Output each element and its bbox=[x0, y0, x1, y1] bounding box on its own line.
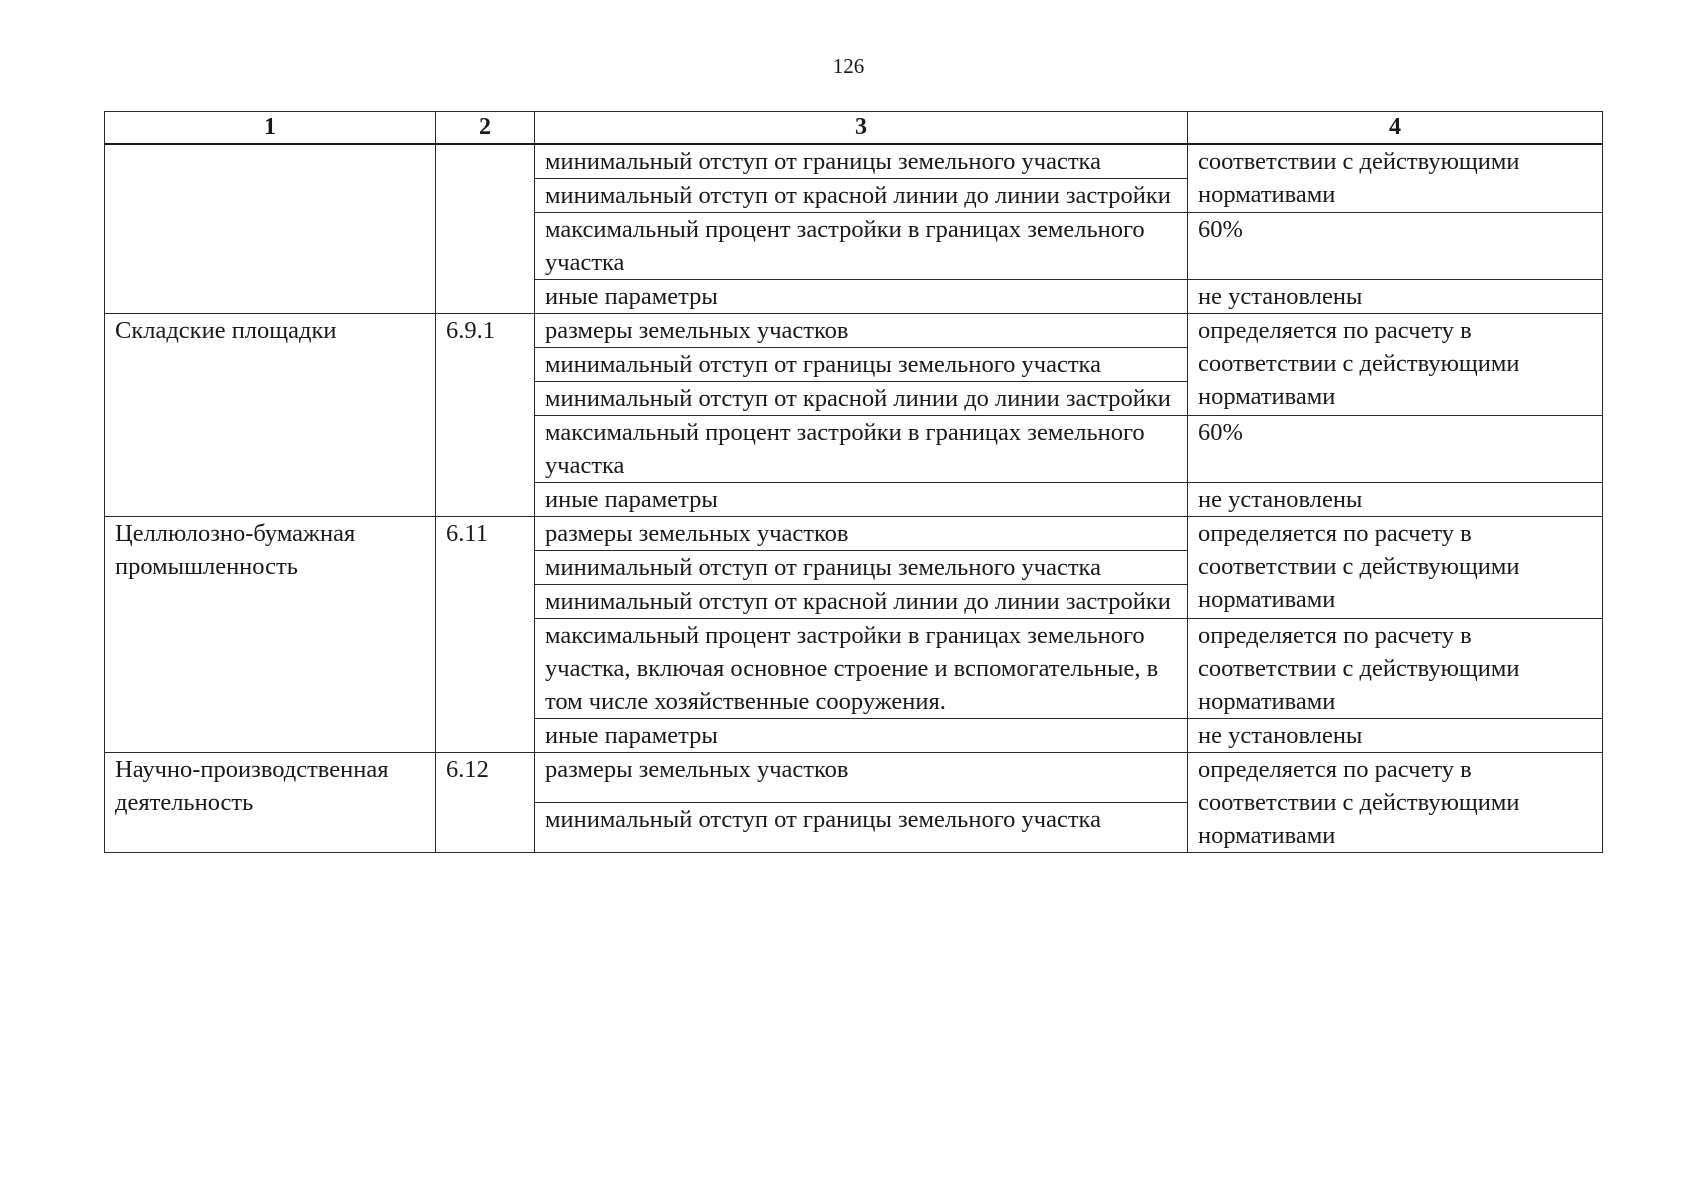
table-row bbox=[105, 144, 1603, 179]
value-cell: не установлены bbox=[1188, 483, 1603, 517]
param-cell: минимальный отступ от границы земельного участка bbox=[535, 348, 1188, 382]
param-cell: минимальный отступ от красной линии до линии застройки bbox=[535, 382, 1188, 416]
header-row bbox=[105, 112, 1603, 145]
header-col-1: 1 bbox=[105, 112, 436, 145]
param-cell: иные параметры bbox=[535, 280, 1188, 314]
param-cell: размеры земельных участков bbox=[535, 753, 1188, 803]
use-code-cell bbox=[436, 144, 535, 314]
value-cell: не установлены bbox=[1188, 280, 1603, 314]
use-code-cell: 6.9.1 bbox=[436, 314, 535, 517]
param-cell: размеры земельных участков bbox=[535, 517, 1188, 551]
param-cell: иные параметры bbox=[535, 719, 1188, 753]
use-code-cell: 6.11 bbox=[436, 517, 535, 753]
param-cell: минимальный отступ от границы земельного участка bbox=[535, 803, 1188, 853]
regulations-table bbox=[104, 111, 1603, 853]
header-col-4: 4 bbox=[1188, 112, 1603, 145]
value-cell: не установлены bbox=[1188, 719, 1603, 753]
table-row bbox=[105, 753, 1603, 803]
value-cell: определяется по расчету в соответствии с действующими нормативами bbox=[1188, 517, 1603, 619]
value-cell: 60% bbox=[1188, 416, 1603, 483]
table-row bbox=[105, 517, 1603, 551]
header-col-2: 2 bbox=[436, 112, 535, 145]
param-cell: минимальный отступ от красной линии до линии застройки bbox=[535, 179, 1188, 213]
param-cell: минимальный отступ от красной линии до линии застройки bbox=[535, 585, 1188, 619]
value-cell: определяется по расчету в соответствии с действующими нормативами bbox=[1188, 314, 1603, 416]
use-name-cell bbox=[105, 144, 436, 314]
value-cell: определяется по расчету в соответствии с действующими нормативами bbox=[1188, 619, 1603, 719]
table-row bbox=[105, 314, 1603, 348]
param-cell: иные параметры bbox=[535, 483, 1188, 517]
param-cell: максимальный процент застройки в границах земельного участка bbox=[535, 213, 1188, 280]
param-cell: минимальный отступ от границы земельного участка bbox=[535, 551, 1188, 585]
use-name-cell: Научно-производственная деятельность bbox=[105, 753, 436, 853]
use-code-cell: 6.12 bbox=[436, 753, 535, 853]
use-name-cell: Складские площадки bbox=[105, 314, 436, 517]
value-cell: соответствии с действующими нормативами bbox=[1188, 144, 1603, 213]
use-name-cell: Целлюлозно-бумажная промышленность bbox=[105, 517, 436, 753]
value-cell: 60% bbox=[1188, 213, 1603, 280]
param-cell: максимальный процент застройки в границах земельного участка, включая основное строение и вспомогательные, в том числе хозяйственные сооружения. bbox=[535, 619, 1188, 719]
page-number: 126 bbox=[832, 54, 865, 78]
header-col-3: 3 bbox=[535, 112, 1188, 145]
param-cell: максимальный процент застройки в границах земельного участка bbox=[535, 416, 1188, 483]
param-cell: размеры земельных участков bbox=[535, 314, 1188, 348]
param-cell: минимальный отступ от границы земельного участка bbox=[535, 144, 1188, 179]
value-cell: определяется по расчету в соответствии с действующими нормативами bbox=[1188, 753, 1603, 853]
